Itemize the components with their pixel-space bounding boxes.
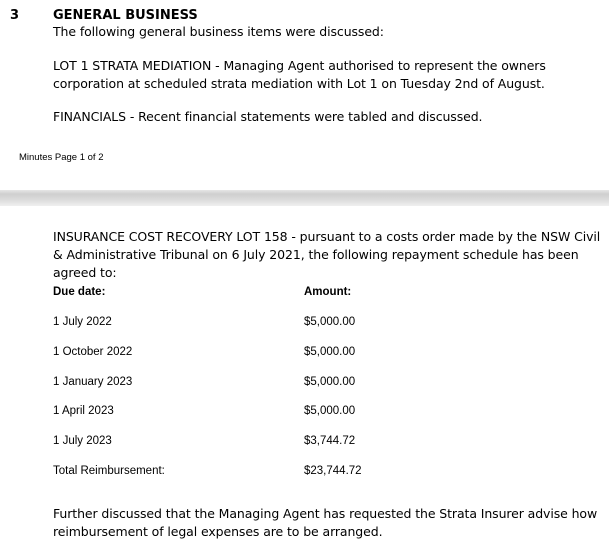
table-row-date: 1 July 2022 — [53, 316, 112, 328]
closing-paragraph: Further discussed that the Managing Agent has requested the Strata Insurer advise how reimbursement of legal expenses are to be arranged. — [53, 506, 598, 539]
page-1 — [0, 0, 609, 190]
total-label: Total Reimbursement: — [53, 465, 165, 477]
table-row-amount: $5,000.00 — [304, 316, 356, 328]
table-row-date: 1 January 2023 — [53, 376, 133, 388]
table-row-date: 1 October 2022 — [53, 346, 133, 358]
item-financials: FINANCIALS - Recent financial statements were tabled and discussed. — [53, 109, 483, 124]
page-separator — [0, 190, 609, 206]
page-2 — [0, 206, 609, 547]
due-date-header: Due date: — [53, 286, 106, 298]
item-lot1-mediation: LOT 1 STRATA MEDIATION - Managing Agent authorised to represent the owners corporation at scheduled strata mediation with Lot 1 on Tuesday 2nd of August. — [53, 58, 546, 91]
table-row-amount: $5,000.00 — [304, 346, 356, 358]
section-intro: The following general business items were discussed: — [53, 24, 384, 39]
section-heading: GENERAL BUSINESS — [53, 8, 198, 23]
page-footer: Minutes Page 1 of 2 — [19, 152, 104, 163]
table-row-amount: $3,744.72 — [304, 435, 356, 447]
table-row-amount: $5,000.00 — [304, 405, 356, 417]
insurance-paragraph: INSURANCE COST RECOVERY LOT 158 - pursuant to a costs order made by the NSW Civil & Administrative Tribunal on 6 July 2021, the following repayment schedule has been agreed to: — [53, 229, 601, 280]
table-row-amount: $5,000.00 — [304, 376, 356, 388]
section-number: 3 — [10, 8, 20, 23]
total-amount: $23,744.72 — [304, 465, 362, 477]
table-row-date: 1 July 2023 — [53, 435, 112, 447]
table-row-date: 1 April 2023 — [53, 405, 114, 417]
amount-header: Amount: — [304, 286, 352, 298]
